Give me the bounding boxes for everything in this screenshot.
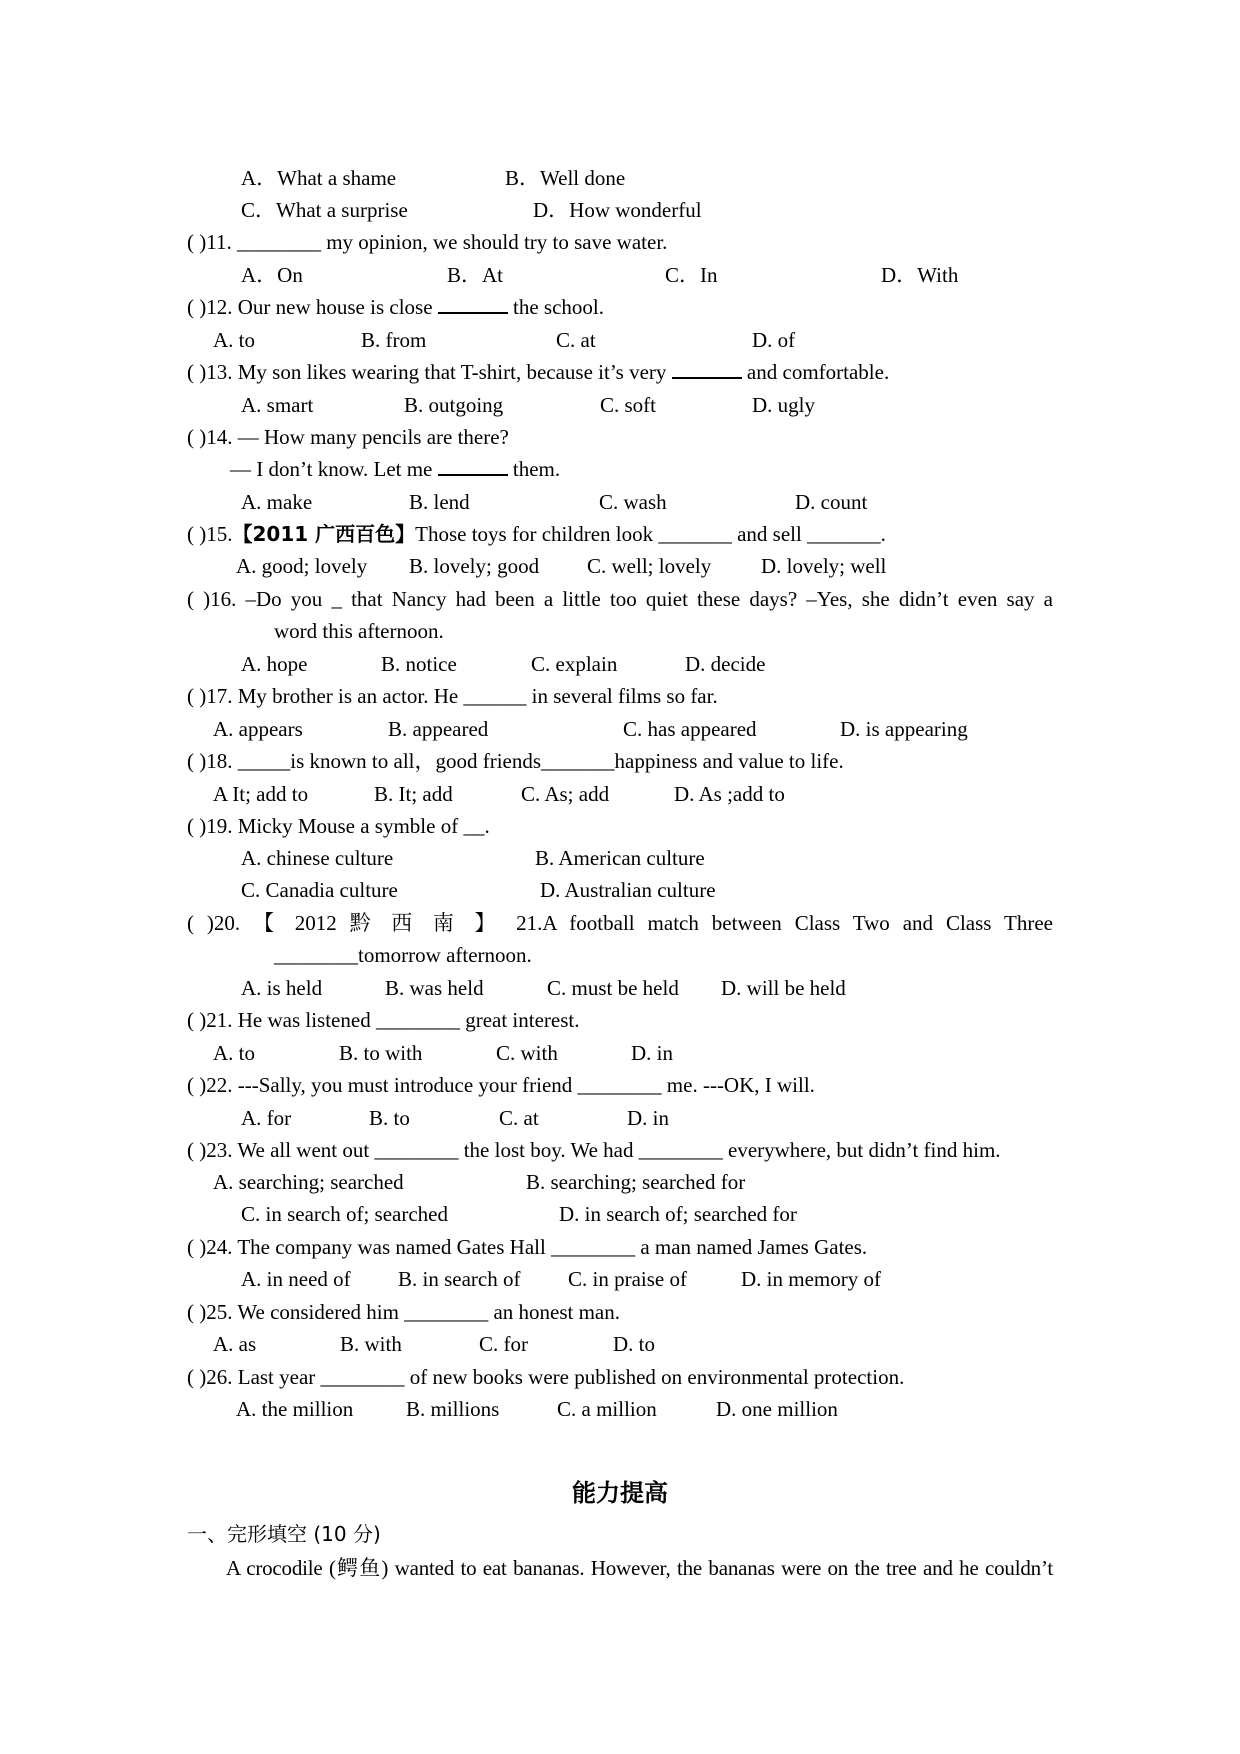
q23-stem: ( )23. We all went out ________ the lost boy. We had ________ everywhere, but didn’t find him. — [187, 1138, 1001, 1162]
q25-option-b: B. with — [340, 1332, 402, 1356]
q18-stem: ( )18. _____is known to all，good friends_______happiness and value to life. — [187, 749, 844, 773]
q24-option-a: A. in need of — [241, 1267, 351, 1291]
q23-option-c: C. in search of; searched — [241, 1202, 448, 1226]
q10-option-b: B．Well done — [505, 166, 626, 190]
q16-option-a: A. hope — [241, 652, 308, 676]
q12-stem — [187, 294, 604, 320]
q14-option-d: D. count — [795, 490, 868, 514]
q21-option-d: D. in — [631, 1041, 673, 1065]
q17-option-c: C. has appeared — [623, 717, 757, 741]
q20-stem-line1: ( )20. 【 2012 黔 西 南 】 21.A football match between Class Two and Class Three — [187, 911, 1053, 935]
q13-option-a: A. smart — [241, 393, 314, 417]
q25-option-a: A. as — [213, 1332, 257, 1356]
q18-option-b: B. It; add — [374, 782, 453, 806]
q23-option-d: D. in search of; searched for — [559, 1202, 797, 1226]
q10-option-a: A．What a shame — [241, 166, 397, 190]
q16-option-c: C. explain — [531, 652, 618, 676]
q24-option-b: B. in search of — [398, 1267, 521, 1291]
q21-stem: ( )21. He was listened ________ great interest. — [187, 1008, 580, 1032]
q20-option-b: B. was held — [385, 976, 484, 1000]
q21-option-c: C. with — [496, 1041, 558, 1065]
q15-stem — [187, 521, 886, 547]
q24-stem: ( )24. The company was named Gates Hall ________ a man named James Gates. — [187, 1235, 868, 1259]
q10-option-c: C．What a surprise — [241, 198, 408, 222]
q13-option-d: D. ugly — [752, 393, 815, 417]
q11-option-c: C．In — [665, 263, 718, 287]
q11-option-d: D．With — [881, 263, 959, 287]
q22-stem: ( )22. ---Sally, you must introduce your friend ________ me. ---OK, I will. — [187, 1073, 815, 1097]
q25-stem: ( )25. We considered him ________ an honest man. — [187, 1300, 621, 1324]
q12-option-b: B. from — [361, 328, 427, 352]
q13-stem-before: ( )13. My son likes wearing that T-shirt, because it’s very — [187, 360, 672, 384]
q26-stem: ( )26. Last year ________ of new books were published on environmental protection. — [187, 1365, 905, 1389]
q14-blank — [438, 456, 508, 476]
q16-option-b: B. notice — [381, 652, 457, 676]
q11-option-b: B．At — [447, 263, 504, 287]
q11-stem: ( )11. ________ my opinion, we should try to save water. — [187, 230, 668, 254]
q17-option-a: A. appears — [213, 717, 303, 741]
q18-option-c: C. As; add — [521, 782, 610, 806]
q23-option-b: B. searching; searched for — [526, 1170, 746, 1194]
q20-option-c: C. must be held — [547, 976, 679, 1000]
q16-stem-line2: word this afternoon. — [274, 619, 444, 643]
q20-option-d: D. will be held — [721, 976, 846, 1000]
q12-stem-after: the school. — [507, 295, 605, 319]
q20-option-a: A. is held — [241, 976, 323, 1000]
q15-option-d: D. lovely; well — [761, 554, 887, 578]
q13-blank — [672, 359, 742, 379]
q12-option-a: A. to — [213, 328, 255, 352]
cloze-subheading: 一、完形填空 (10 分) — [187, 1522, 381, 1546]
section-heading: 能力提高 — [572, 1479, 668, 1507]
q15-prefix: ( )15. — [187, 522, 233, 546]
q12-option-c: C. at — [556, 328, 596, 352]
q14-line2 — [230, 456, 560, 482]
q25-option-d: D. to — [613, 1332, 655, 1356]
q14-stem: ( )14. — How many pencils are there? — [187, 425, 509, 449]
q15-stem-text: Those toys for children look _______ and sell _______. — [415, 522, 886, 546]
q14-option-c: C. wash — [599, 490, 667, 514]
q12-blank — [438, 294, 508, 314]
q15-option-c: C. well; lovely — [587, 554, 712, 578]
q12-option-d: D. of — [752, 328, 796, 352]
q24-option-d: D. in memory of — [741, 1267, 881, 1291]
q26-option-c: C. a million — [557, 1397, 657, 1421]
q18-option-d: D. As ;add to — [674, 782, 785, 806]
q19-stem: ( )19. Micky Mouse a symble of __. — [187, 814, 490, 838]
q19-option-c: C. Canadia culture — [241, 878, 398, 902]
q20-stem-line2: ________tomorrow afternoon. — [274, 943, 532, 967]
q22-option-c: C. at — [499, 1106, 539, 1130]
q21-option-a: A. to — [213, 1041, 255, 1065]
q14-line2-before: — I don’t know. Let me — [230, 457, 438, 481]
q13-stem-after: and comfortable. — [741, 360, 890, 384]
q17-stem: ( )17. My brother is an actor. He ______ in several films so far. — [187, 684, 718, 708]
q17-option-b: B. appeared — [388, 717, 489, 741]
q11-option-a: A．On — [241, 263, 303, 287]
q12-stem-before: ( )12. Our new house is close — [187, 295, 438, 319]
q23-option-a: A. searching; searched — [213, 1170, 404, 1194]
q26-option-b: B. millions — [406, 1397, 500, 1421]
q17-option-d: D. is appearing — [840, 717, 968, 741]
q19-option-b: B. American culture — [535, 846, 705, 870]
q24-option-c: C. in praise of — [568, 1267, 687, 1291]
q16-stem-line1: ( )16. –Do you _ that Nancy had been a little too quiet these days? –Yes, she didn’t even say a — [187, 587, 1053, 611]
q10-option-d: D．How wonderful — [533, 198, 702, 222]
q26-option-d: D. one million — [716, 1397, 838, 1421]
q19-option-d: D. Australian culture — [540, 878, 716, 902]
q13-option-b: B. outgoing — [404, 393, 504, 417]
q26-option-a: A. the million — [236, 1397, 354, 1421]
q15-source-tag: 【2011 广西百色】 — [232, 522, 416, 546]
q25-option-c: C. for — [479, 1332, 528, 1356]
q18-option-a: A It; add to — [213, 782, 309, 806]
q13-option-c: C. soft — [600, 393, 657, 417]
q15-option-a: A. good; lovely — [236, 554, 368, 578]
q14-option-a: A. make — [241, 490, 313, 514]
q21-option-b: B. to with — [339, 1041, 423, 1065]
q14-line2-after: them. — [507, 457, 561, 481]
q22-option-a: A. for — [241, 1106, 292, 1130]
q14-option-b: B. lend — [409, 490, 470, 514]
q13-stem — [187, 359, 889, 385]
cloze-passage-line: A crocodile (鳄鱼) wanted to eat bananas. However, the bananas were on the tree and he couldn’t — [226, 1556, 1053, 1580]
q19-option-a: A. chinese culture — [241, 846, 394, 870]
q16-option-d: D. decide — [685, 652, 766, 676]
q15-option-b: B. lovely; good — [409, 554, 540, 578]
q22-option-b: B. to — [369, 1106, 410, 1130]
q22-option-d: D. in — [627, 1106, 669, 1130]
